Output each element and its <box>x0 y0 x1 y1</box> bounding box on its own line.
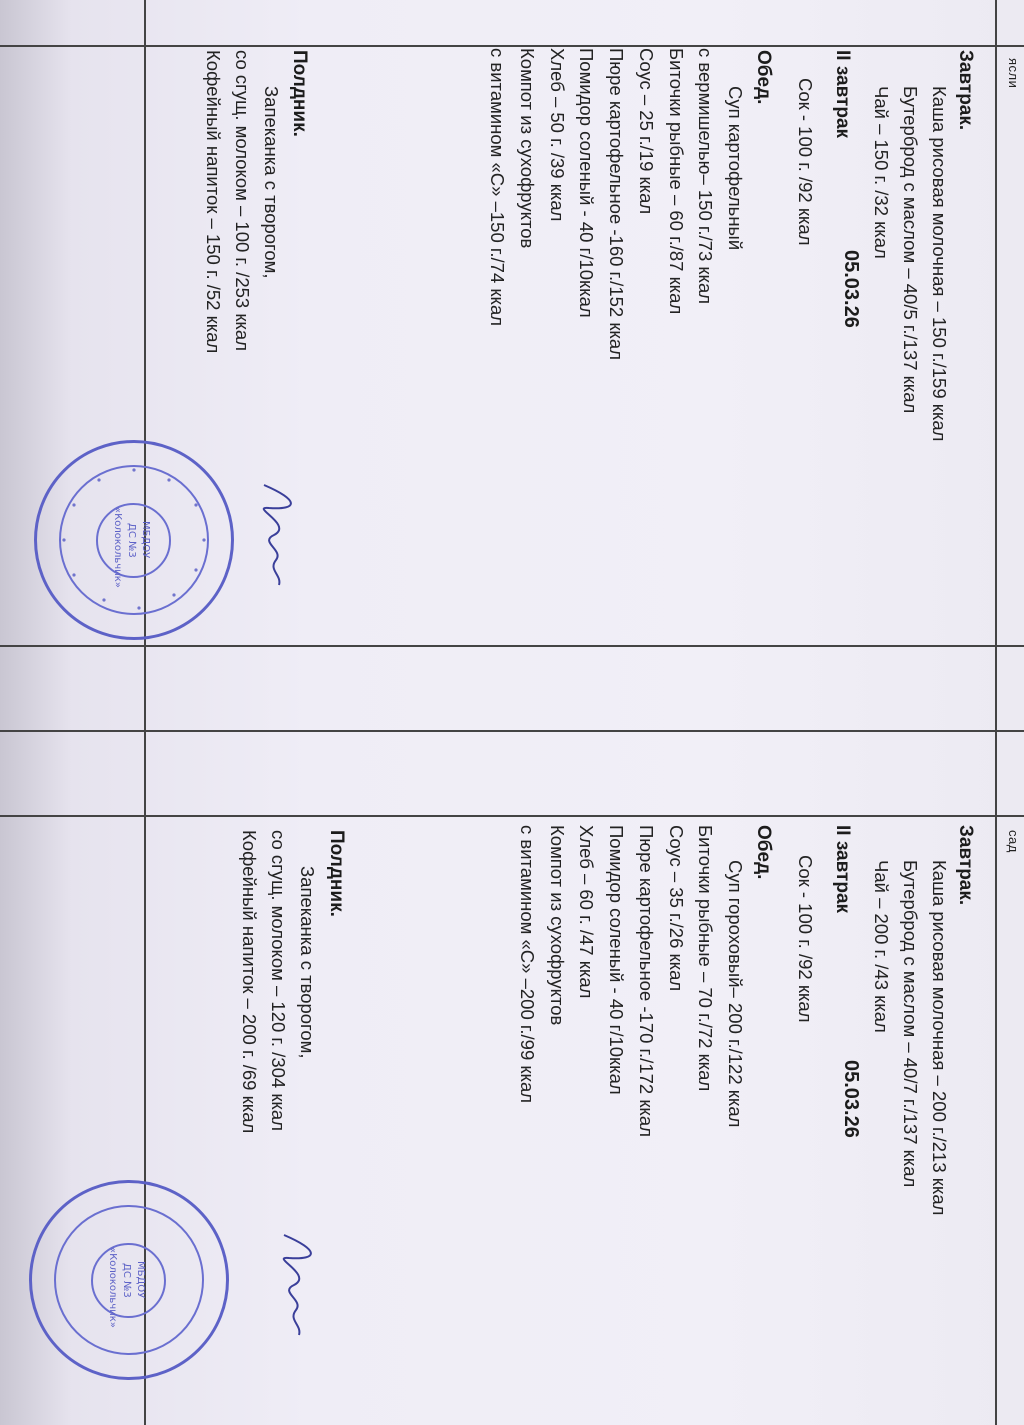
kindergarten-lunch-item: Помидор соленый - 40 г/10ккал <box>606 825 627 1095</box>
nursery-lunch-item: Компот из сухофруктов <box>517 48 538 249</box>
nursery-snack-item: со сгущ. молоком – 100 г. /253 ккал <box>232 50 253 352</box>
official-stamp <box>29 1180 229 1380</box>
nursery-lunch-item: Хлеб – 50 г. /39 ккал <box>547 48 568 222</box>
stamp-center-text: ДС №3 <box>126 523 137 558</box>
nursery-second-breakfast-title: II завтрак <box>832 50 853 139</box>
kindergarten-lunch-item: с витамином «С» –200 г./99 ккал <box>517 825 538 1104</box>
nursery-lunch-item: Биточки рыбные – 60 г./87 ккал <box>666 48 687 315</box>
stamp-center-text: «Колокольчик» <box>112 507 123 588</box>
kindergarten-lunch-item: Соус – 35 г./26 ккал <box>666 825 687 992</box>
kindergarten-breakfast-title: Завтрак. <box>955 825 976 906</box>
nursery-lunch-item: Суп картофельный <box>725 86 746 251</box>
signature-icon <box>244 480 304 590</box>
kindergarten-second-breakfast-title: II завтрак <box>832 825 853 914</box>
kindergarten-lunch-item: Компот из сухофруктов <box>547 825 568 1026</box>
official-stamp <box>34 440 234 640</box>
kindergarten-caption: сад <box>1006 830 1021 853</box>
nursery-caption: ясли <box>1006 58 1021 89</box>
kindergarten-breakfast-item: Чай – 200 г. /43 ккал <box>871 860 892 1033</box>
nursery-snack-item: Запеканка с творогом, <box>261 86 282 279</box>
kindergarten-snack-item: Кофейный напиток – 200 г. /69 ккал <box>239 830 260 1134</box>
kindergarten-lunch-item: Хлеб – 60 г. /47 ккал <box>576 825 597 999</box>
border-line <box>996 0 998 1425</box>
nursery-second-breakfast-item: Сок - 100 г. /92 ккал <box>795 78 816 246</box>
nursery-snack-title: Полдник. <box>289 50 310 137</box>
nursery-lunch-title: Обед. <box>753 50 774 105</box>
stamp-center-text: МБДОУ <box>140 521 151 559</box>
kindergarten-snack-item: со сгущ. молоком – 120 г. /304 ккал <box>268 830 289 1132</box>
border-line <box>0 730 1024 732</box>
nursery-breakfast-item: Бутерброд с маслом – 40/5 г./137 ккал <box>900 86 921 414</box>
kindergarten-breakfast-item: Каша рисовая молочная – 200 г./213 ккал <box>929 860 950 1216</box>
nursery-breakfast-item: Каша рисовая молочная – 150 г./159 ккал <box>929 86 950 442</box>
signature-icon <box>264 1230 324 1340</box>
nursery-lunch-item: с витамином «С» –150 г./74 ккал <box>487 48 508 327</box>
kindergarten-lunch-title: Обед. <box>753 825 774 880</box>
stamp-center-text: «Колокольчик» <box>107 1247 118 1328</box>
kindergarten-lunch-item: Суп гороховый– 200 г./122 ккал <box>725 860 746 1128</box>
kindergarten-snack-title: Полдник. <box>326 830 347 917</box>
nursery-breakfast-item: Чай – 150 г. /32 ккал <box>871 86 892 259</box>
kindergarten-snack-item: Запеканка с творогом, <box>297 866 318 1059</box>
nursery-lunch-item: Помидор соленый - 40 г/10ккал <box>576 48 597 318</box>
border-line <box>0 645 1024 647</box>
border-line <box>0 45 1024 47</box>
stamp-center-text: ДС №3 <box>121 1263 132 1298</box>
nursery-lunch-item: с вермишелью– 150 г./73 ккал <box>695 48 716 305</box>
nursery-snack-item: Кофейный напиток – 150 г. /52 ккал <box>203 50 224 354</box>
kindergarten-second-breakfast-item: Сок - 100 г. /92 ккал <box>795 855 816 1023</box>
nursery-lunch-item: Пюре картофельное -160 г./152 ккал <box>606 48 627 360</box>
nursery-date: 05.03.26 <box>840 250 862 328</box>
nursery-lunch-item: Соус – 25 г./19 ккал <box>636 48 657 215</box>
kindergarten-breakfast-item: Бутерброд с маслом – 40/7 г./137 ккал <box>900 860 921 1188</box>
kindergarten-lunch-item: Биточки рыбные – 70 г./72 ккал <box>695 825 716 1092</box>
kindergarten-lunch-item: Пюре картофельное -170 г./172 ккал <box>636 825 657 1137</box>
kindergarten-date: 05.03.26 <box>840 1060 862 1138</box>
nursery-breakfast-title: Завтрак. <box>955 50 976 131</box>
border-line <box>0 815 1024 817</box>
stamp-center-text: МБДОУ <box>135 1261 146 1299</box>
